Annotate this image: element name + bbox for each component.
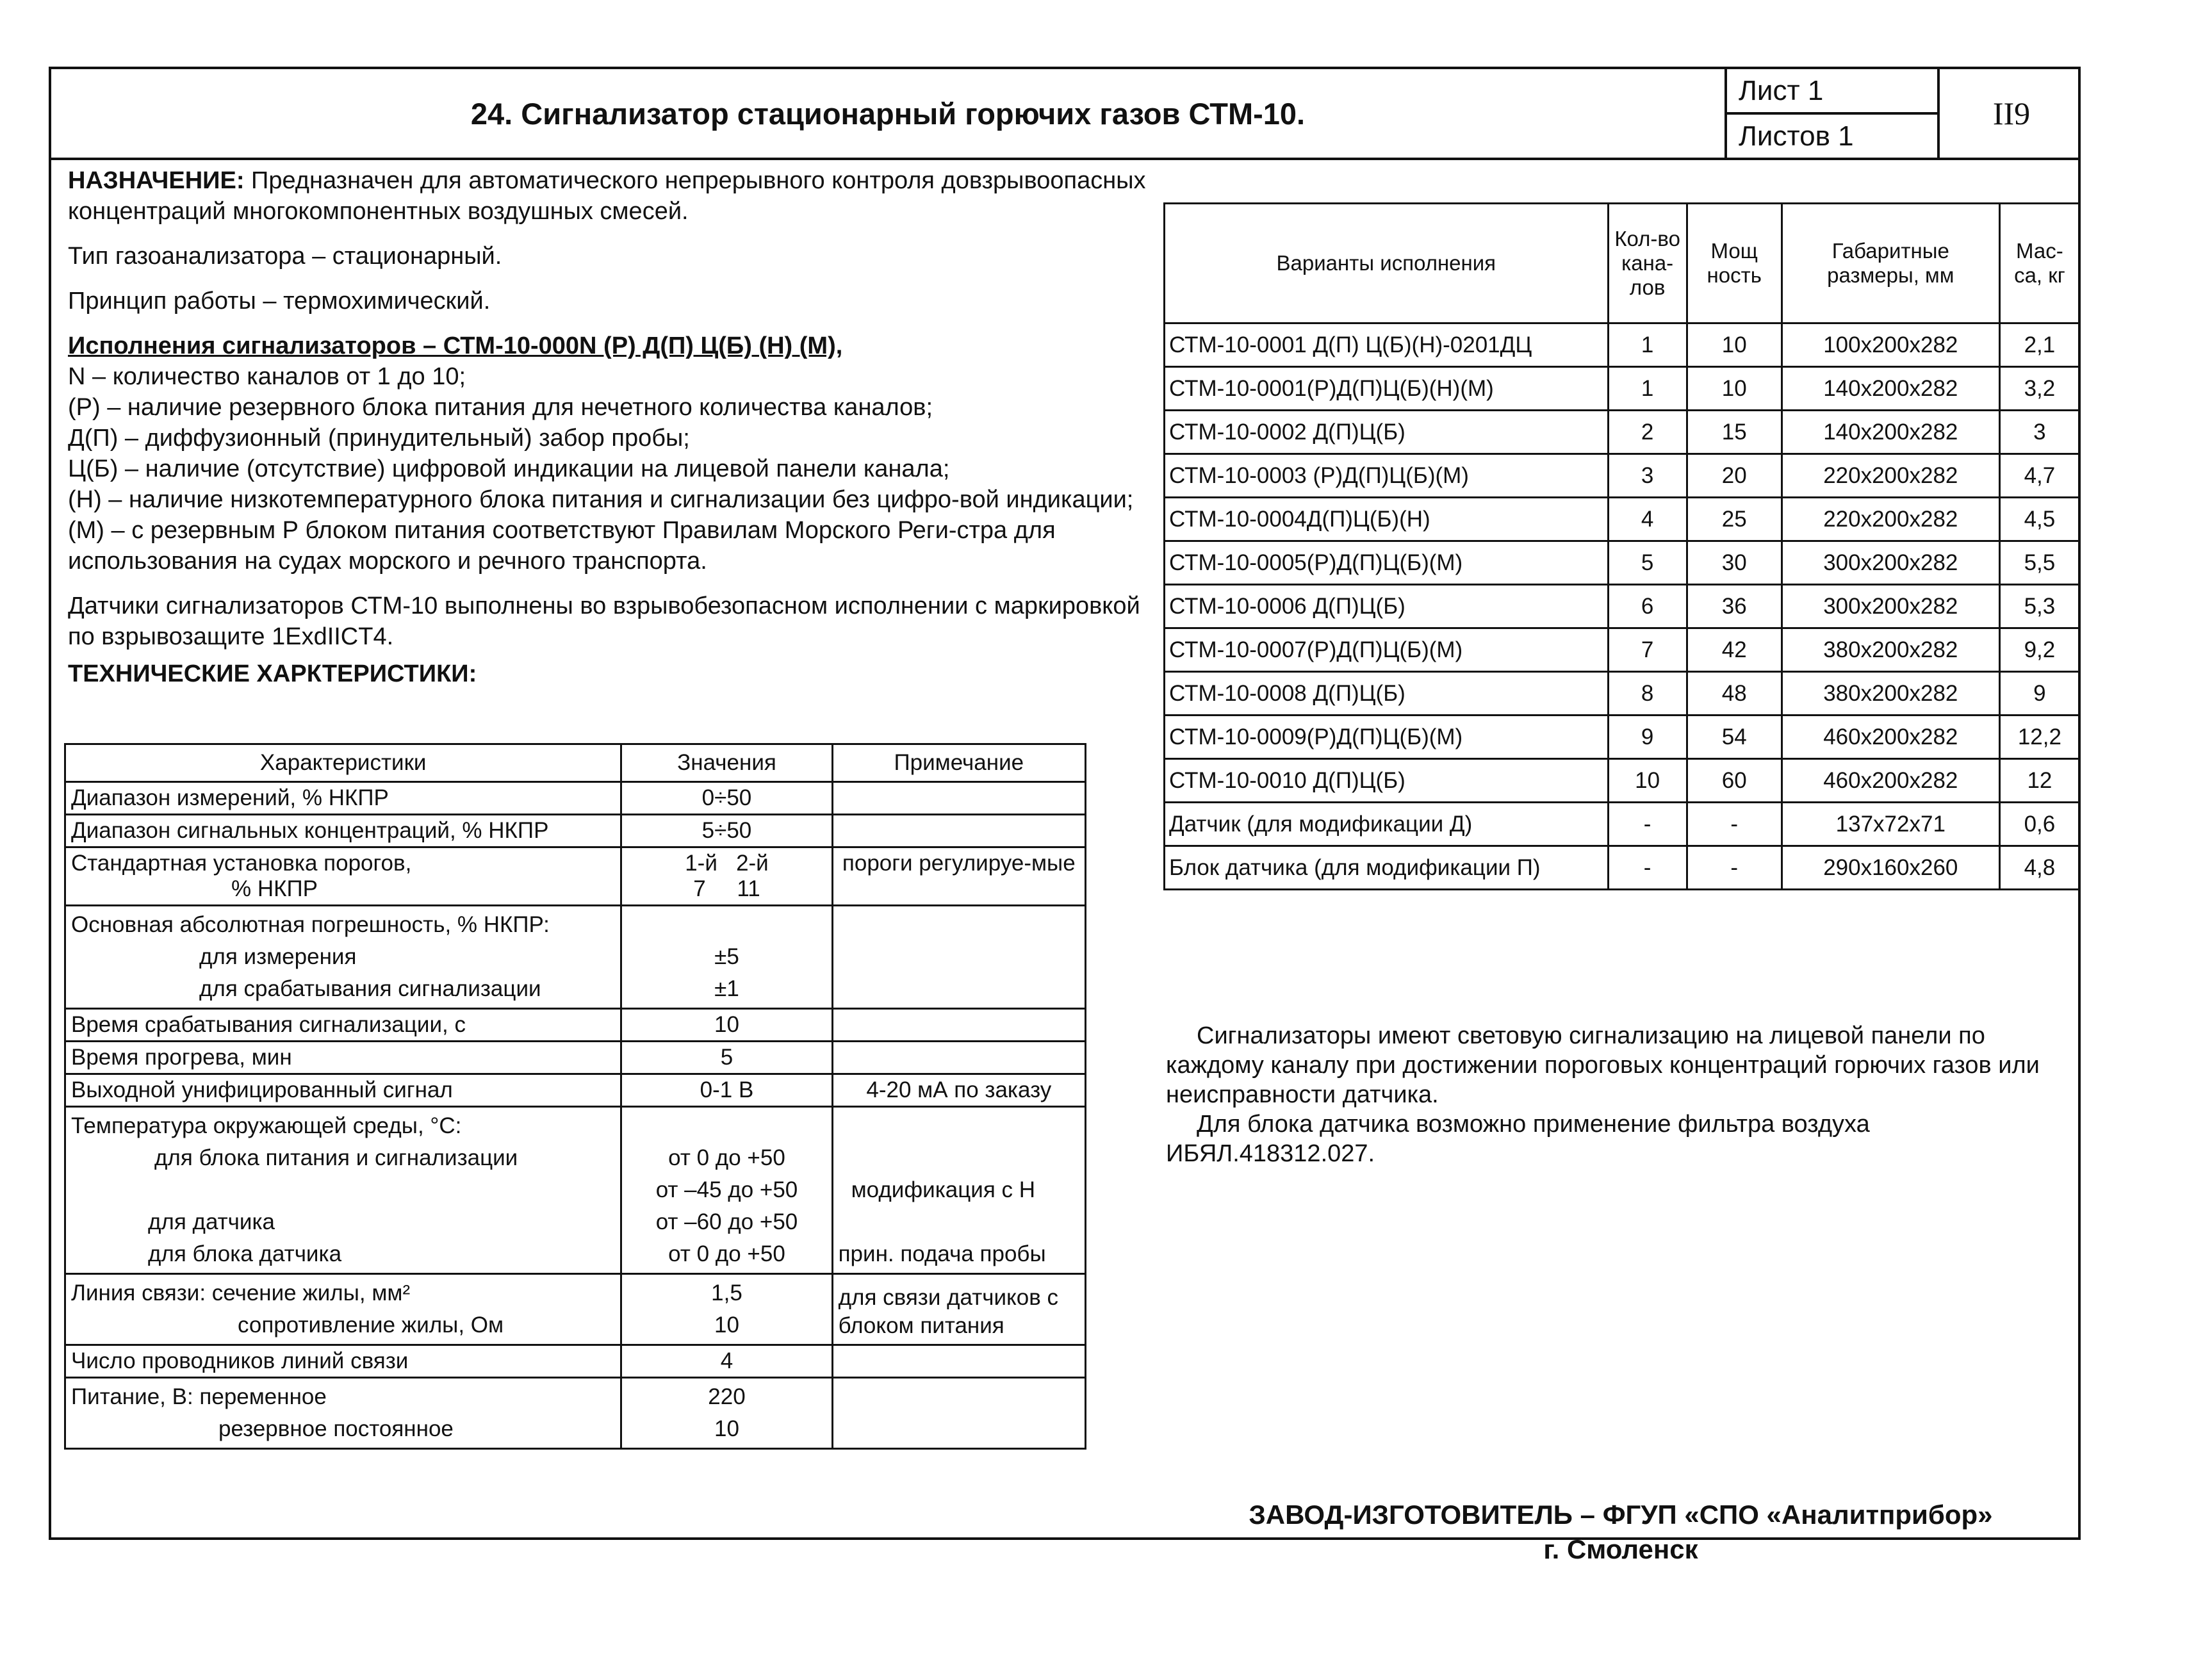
variant-cell: 220x200x282 <box>1782 498 1999 541</box>
variant-name: СТМ-10-0007(Р)Д(П)Ц(Б)(М) <box>1165 628 1609 672</box>
spec-name: Время прогрева, мин <box>65 1042 621 1074</box>
note-paragraph: Сигнализаторы имеют световую сигнализацию на лицевой панели по каждому каналу при достижении пороговых концентраций горючих газов или неисправности датчика. <box>1166 1022 2040 1108</box>
analyzer-type: Тип газоанализатора – стационарный. <box>68 243 502 270</box>
sheet-box <box>1725 69 1940 158</box>
spec-value <box>621 1107 832 1274</box>
variant-cell: 10 <box>1687 367 1782 411</box>
variant-cell: 5,5 <box>1999 541 2079 585</box>
variant-cell: 140x200x282 <box>1782 367 1999 411</box>
spec-note: для связи датчиков с блоком питания <box>832 1274 1085 1345</box>
variant-cell: 137x72x71 <box>1782 803 1999 846</box>
variant-cell: 6 <box>1608 585 1687 628</box>
spec-value: 0÷50 <box>621 782 832 815</box>
spec-name-line: резервное постоянное <box>218 1416 454 1441</box>
spec-name-line: сопротивление жилы, Ом <box>238 1313 504 1338</box>
spec-name-line: для измерения <box>199 944 357 969</box>
purpose-paragraph <box>68 165 1151 227</box>
variant-name: СТМ-10-0010 Д(П)Ц(Б) <box>1165 759 1609 803</box>
variant-name: СТМ-10-0009(Р)Д(П)Ц(Б)(М) <box>1165 716 1609 759</box>
variant-cell: 4 <box>1608 498 1687 541</box>
variant-cell: 300x200x282 <box>1782 585 1999 628</box>
spec-name: Диапазон сигнальных концентраций, % НКПР <box>65 815 621 847</box>
spec-note <box>832 1107 1085 1274</box>
table-row <box>1165 498 2080 541</box>
column-header: Характеристики <box>65 744 621 782</box>
table-row <box>1165 323 2080 367</box>
spec-name <box>65 906 621 1009</box>
spec-name-line: % НКПР <box>231 876 318 901</box>
spec-value <box>621 847 832 906</box>
variant-cell: 7 <box>1608 628 1687 672</box>
spec-note: пороги регулируе-мые <box>832 847 1085 906</box>
purpose-text: Предназначен для автоматического непрерывного контроля довзрывоопасных концентраций многокомпонентных воздушных смесей. <box>68 167 1146 225</box>
spec-value: 5 <box>621 1042 832 1074</box>
variant-cell: 4,5 <box>1999 498 2079 541</box>
variant-cell: - <box>1687 803 1782 846</box>
table-row <box>65 1107 1086 1274</box>
spec-value <box>621 906 832 1009</box>
document-frame <box>49 67 2081 1564</box>
table-row <box>65 782 1086 815</box>
table-row <box>65 1378 1086 1449</box>
title-block <box>51 69 2078 160</box>
spec-name-line: для датчика <box>148 1209 275 1234</box>
variant-cell: 460x200x282 <box>1782 716 1999 759</box>
spec-note <box>832 1378 1085 1449</box>
column-header: Мощ ность <box>1687 204 1782 323</box>
variants-body <box>1165 323 2080 890</box>
spec-value-line: ±5 <box>714 944 739 969</box>
spec-name-line: Стандартная установка порогов, <box>71 851 412 876</box>
spec-name <box>65 1378 621 1449</box>
table-row <box>65 847 1086 906</box>
variant-cell: 42 <box>1687 628 1782 672</box>
variant-cell: 9 <box>1999 672 2079 716</box>
versions-title: Исполнения сигнализаторов – СТМ-10-000N (Р) Д(П) Ц(Б) (Н) (М), <box>68 332 843 359</box>
spec-value <box>621 1378 832 1449</box>
description-section <box>68 165 1151 689</box>
spec-name: Выходной унифицированный сигнал <box>65 1074 621 1107</box>
spec-note <box>832 1042 1085 1074</box>
variant-cell: 2,1 <box>1999 323 2079 367</box>
variant-cell: 1 <box>1608 367 1687 411</box>
table-row <box>1165 803 2080 846</box>
table-row <box>65 1345 1086 1378</box>
variant-cell: 380x200x282 <box>1782 628 1999 672</box>
variant-cell: 9 <box>1608 716 1687 759</box>
variants-table <box>1163 202 2081 890</box>
spec-note <box>832 815 1085 847</box>
variant-cell: 20 <box>1687 454 1782 498</box>
table-row <box>1165 454 2080 498</box>
spec-value-line: 1-й 2-й <box>685 851 769 876</box>
spec-name-line: Основная абсолютная погрешность, % НКПР: <box>71 912 550 937</box>
variant-name: СТМ-10-0001(Р)Д(П)Ц(Б)(Н)(М) <box>1165 367 1609 411</box>
spec-name-line: Линия связи: сечение жилы, мм² <box>71 1280 411 1305</box>
manufacturer-city: г. Смоленск <box>1543 1534 1698 1564</box>
spec-note-line: прин. подача пробы <box>838 1241 1046 1266</box>
variant-name: СТМ-10-0001 Д(П) Ц(Б)(Н)-0201ДЦ <box>1165 323 1609 367</box>
column-header: Варианты исполнения <box>1165 204 1609 323</box>
variant-name: СТМ-10-0002 Д(П)Ц(Б) <box>1165 411 1609 454</box>
spec-value-line: 10 <box>714 1313 739 1338</box>
spec-name: Время срабатывания сигнализации, с <box>65 1009 621 1042</box>
version-line: (Р) – наличие резервного блока питания для нечетного количества каналов; <box>68 394 933 421</box>
sensors-paragraph: Датчики сигнализаторов СТМ-10 выполнены во взрывобезопасном исполнении с маркировкой по взрывозащите 1ExdIICT4. <box>68 593 1140 650</box>
variant-cell: 460x200x282 <box>1782 759 1999 803</box>
variant-cell: - <box>1608 803 1687 846</box>
variant-cell: 12,2 <box>1999 716 2079 759</box>
version-line: Ц(Б) – наличие (отсутствие) цифровой индикации на лицевой панели канала; <box>68 455 950 482</box>
spec-value: 4 <box>621 1345 832 1378</box>
variant-cell: 8 <box>1608 672 1687 716</box>
variant-cell: 220x200x282 <box>1782 454 1999 498</box>
spec-note <box>832 782 1085 815</box>
variant-name: СТМ-10-0008 Д(П)Ц(Б) <box>1165 672 1609 716</box>
variant-cell: 300x200x282 <box>1782 541 1999 585</box>
variant-name: СТМ-10-0003 (Р)Д(П)Ц(Б)(М) <box>1165 454 1609 498</box>
table-row <box>65 815 1086 847</box>
variant-cell: 3 <box>1999 411 2079 454</box>
variant-cell: 2 <box>1608 411 1687 454</box>
variant-cell: 380x200x282 <box>1782 672 1999 716</box>
spec-name: Число проводников линий связи <box>65 1345 621 1378</box>
variant-cell: 15 <box>1687 411 1782 454</box>
variant-name: СТМ-10-0004Д(П)Ц(Б)(Н) <box>1165 498 1609 541</box>
manufacturer <box>1166 1498 2076 1567</box>
variant-cell: 9,2 <box>1999 628 2079 672</box>
page-title: 24. Сигнализатор стационарный горючих газов СТМ-10. <box>470 96 1306 131</box>
variant-cell: 4,8 <box>1999 846 2079 890</box>
spec-name-line: Питание, В: переменное <box>71 1384 327 1409</box>
variant-name: Датчик (для модификации Д) <box>1165 803 1609 846</box>
variant-name: СТМ-10-0005(Р)Д(П)Ц(Б)(М) <box>1165 541 1609 585</box>
spec-value-line: 1,5 <box>711 1280 742 1305</box>
spec-name-line: для блока датчика <box>148 1241 342 1266</box>
variant-name: СТМ-10-0006 Д(П)Ц(Б) <box>1165 585 1609 628</box>
column-header: Примечание <box>832 744 1085 782</box>
table-row <box>1165 585 2080 628</box>
variant-cell: 3 <box>1608 454 1687 498</box>
variant-cell: 140x200x282 <box>1782 411 1999 454</box>
spec-name-line: для блока питания и сигнализации <box>154 1145 518 1170</box>
spec-note <box>832 906 1085 1009</box>
spec-note: 4-20 мА по заказу <box>832 1074 1085 1107</box>
spec-name <box>65 847 621 906</box>
variant-cell: 1 <box>1608 323 1687 367</box>
note-paragraph: Для блока датчика возможно применение фильтра воздуха ИБЯЛ.418312.027. <box>1166 1111 1870 1167</box>
operating-principle: Принцип работы – термохимический. <box>68 288 491 315</box>
variant-cell: - <box>1608 846 1687 890</box>
variant-name: Блок датчика (для модификации П) <box>1165 846 1609 890</box>
variant-cell: 25 <box>1687 498 1782 541</box>
spec-value-line: 220 <box>708 1384 746 1409</box>
spec-value-line: от 0 до +50 <box>668 1241 785 1266</box>
table-row <box>1165 716 2080 759</box>
variant-cell: - <box>1687 846 1782 890</box>
table-header-row <box>1165 204 2080 323</box>
spec-name: Диапазон измерений, % НКПР <box>65 782 621 815</box>
variant-cell: 12 <box>1999 759 2079 803</box>
spec-value-line: 7 11 <box>693 876 760 901</box>
spec-name <box>65 1107 621 1274</box>
tech-specs-table <box>64 743 1086 1450</box>
purpose-label: НАЗНАЧЕНИЕ: <box>68 167 245 194</box>
variant-cell: 54 <box>1687 716 1782 759</box>
spec-note <box>832 1009 1085 1042</box>
version-line: Д(П) – диффузионный (принудительный) забор пробы; <box>68 425 690 452</box>
table-row <box>65 1042 1086 1074</box>
variant-cell: 0,6 <box>1999 803 2079 846</box>
spec-value <box>621 1274 832 1345</box>
variant-cell: 290x160x260 <box>1782 846 1999 890</box>
variant-cell: 36 <box>1687 585 1782 628</box>
spec-note-line: модификация с Н <box>851 1177 1036 1202</box>
table-row <box>1165 541 2080 585</box>
table-row <box>1165 846 2080 890</box>
variant-cell: 100x200x282 <box>1782 323 1999 367</box>
variant-cell: 30 <box>1687 541 1782 585</box>
spec-name-line: для срабатывания сигнализации <box>199 976 541 1001</box>
variant-cell: 10 <box>1608 759 1687 803</box>
page-number: II9 <box>1937 69 2083 158</box>
spec-value-line: 10 <box>714 1416 739 1441</box>
variant-cell: 60 <box>1687 759 1782 803</box>
table-row <box>65 1274 1086 1345</box>
table-row <box>65 1009 1086 1042</box>
variant-cell: 5 <box>1608 541 1687 585</box>
table-header-row <box>65 744 1086 782</box>
column-header: Габаритные размеры, мм <box>1782 204 1999 323</box>
notes-section <box>1166 1021 2076 1168</box>
table-row <box>1165 672 2080 716</box>
version-line: N – количество каналов от 1 до 10; <box>68 363 466 390</box>
table-row <box>65 1074 1086 1107</box>
spec-value: 5÷50 <box>621 815 832 847</box>
spec-value-line: от –45 до +50 <box>655 1177 798 1202</box>
spec-value-line: от –60 до +50 <box>655 1209 798 1234</box>
variant-cell: 48 <box>1687 672 1782 716</box>
version-line: (М) – с резервным Р блоком питания соответствуют Правилам Морского Реги-стра для использования на судах морского и речного транспорта. <box>68 517 1056 575</box>
spec-value: 0-1 В <box>621 1074 832 1107</box>
column-header: Мас-са, кг <box>1999 204 2079 323</box>
variant-cell: 4,7 <box>1999 454 2079 498</box>
variant-cell: 3,2 <box>1999 367 2079 411</box>
table-row <box>1165 411 2080 454</box>
manufacturer-name: ЗАВОД-ИЗГОТОВИТЕЛЬ – ФГУП «СПО «Аналитприбор» <box>1249 1500 1993 1530</box>
spec-value: 10 <box>621 1009 832 1042</box>
table-row <box>1165 628 2080 672</box>
spec-note <box>832 1345 1085 1378</box>
variant-cell: 10 <box>1687 323 1782 367</box>
column-header: Кол-во кана-лов <box>1608 204 1687 323</box>
column-header: Значения <box>621 744 832 782</box>
tech-title: ТЕХНИЧЕСКИЕ ХАРКТЕРИСТИКИ: <box>68 660 477 687</box>
spec-value-line: ±1 <box>714 976 739 1001</box>
sheet-count: Листов 1 <box>1739 120 1854 152</box>
spec-name-line: Температура окружающей среды, °С: <box>71 1113 462 1138</box>
version-line: (Н) – наличие низкотемпературного блока питания и сигнализации без цифро-вой индикации; <box>68 486 1134 513</box>
table-row <box>1165 759 2080 803</box>
table-row <box>1165 367 2080 411</box>
sheet-number: Лист 1 <box>1727 69 1940 115</box>
variant-cell: 5,3 <box>1999 585 2079 628</box>
spec-value-line: от 0 до +50 <box>668 1145 785 1170</box>
table-row <box>65 906 1086 1009</box>
spec-name <box>65 1274 621 1345</box>
